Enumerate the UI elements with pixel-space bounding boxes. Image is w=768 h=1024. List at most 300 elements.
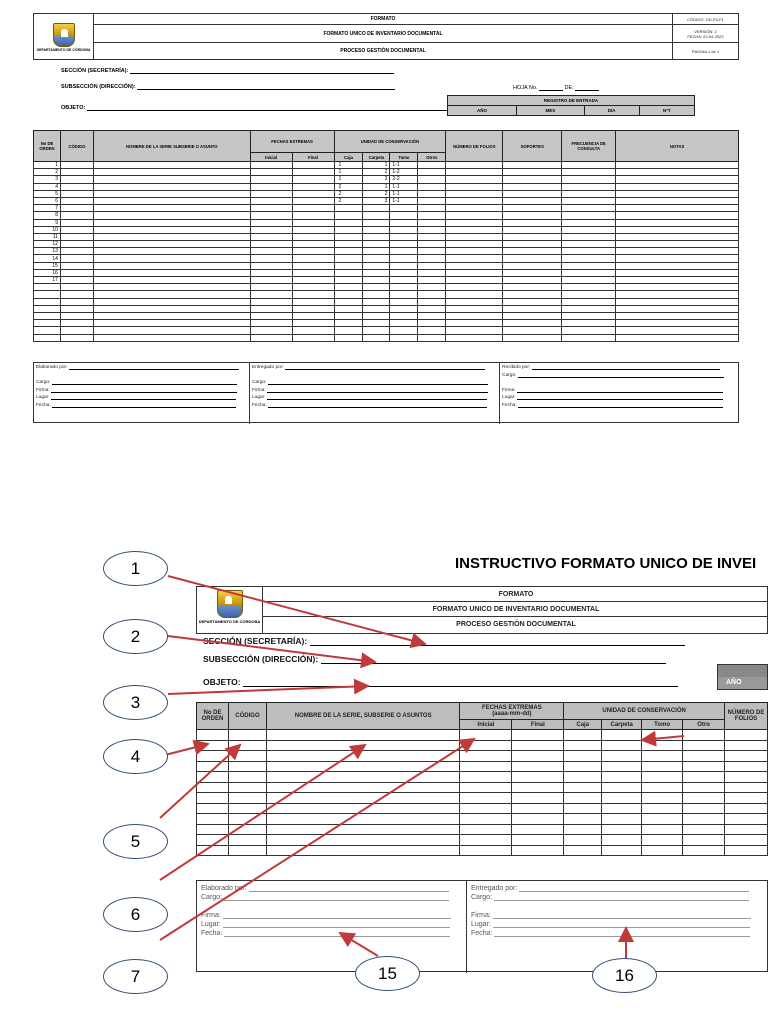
cell-notas[interactable] [616, 277, 739, 284]
cell-otros[interactable] [418, 248, 446, 255]
cell-final[interactable] [292, 277, 334, 284]
cell-carpeta[interactable] [363, 219, 390, 226]
cell-carpeta[interactable] [363, 226, 390, 233]
cell-nombre[interactable] [93, 241, 250, 248]
cell-soportes[interactable] [503, 176, 562, 183]
cell-inicial[interactable] [250, 248, 292, 255]
cell-codigo[interactable] [60, 269, 93, 276]
cell-codigo[interactable] [60, 305, 93, 312]
cell-codigo[interactable] [60, 183, 93, 190]
cell-orden[interactable]: 9 [34, 219, 61, 226]
cell-final[interactable] [292, 212, 334, 219]
cell-notas[interactable] [616, 255, 739, 262]
cell-otros[interactable] [418, 197, 446, 204]
cell-notas[interactable] [616, 241, 739, 248]
cell-otros[interactable] [418, 233, 446, 240]
cell-orden[interactable]: 2 [34, 169, 61, 176]
cell-notas[interactable] [616, 183, 739, 190]
seccion-field[interactable] [61, 68, 394, 74]
cell-inicial[interactable] [250, 262, 292, 269]
cell-codigo[interactable] [60, 176, 93, 183]
cell-folios[interactable] [446, 241, 503, 248]
cell-nombre[interactable] [93, 334, 250, 341]
cell-frecuencia[interactable] [562, 212, 616, 219]
cell-frecuencia[interactable] [562, 334, 616, 341]
cell-folios[interactable] [446, 190, 503, 197]
cell-caja[interactable] [334, 269, 363, 276]
cell-carpeta[interactable] [363, 327, 390, 334]
cell-soportes[interactable] [503, 190, 562, 197]
cell-otros[interactable] [418, 298, 446, 305]
cell-inicial[interactable] [250, 298, 292, 305]
cell-final[interactable] [292, 226, 334, 233]
cell-caja[interactable] [334, 248, 363, 255]
cell-frecuencia[interactable] [562, 305, 616, 312]
cell-caja[interactable] [334, 298, 363, 305]
cell-orden[interactable]: 14 [34, 255, 61, 262]
cell-final[interactable] [292, 176, 334, 183]
cell-frecuencia[interactable] [562, 255, 616, 262]
cell-notas[interactable] [616, 219, 739, 226]
cell-nombre[interactable] [93, 190, 250, 197]
cell-inicial[interactable] [250, 269, 292, 276]
cell-soportes[interactable] [503, 269, 562, 276]
cell-caja[interactable]: 1 [334, 162, 363, 169]
cell-soportes[interactable] [503, 248, 562, 255]
cell-notas[interactable] [616, 327, 739, 334]
cell-final[interactable] [292, 197, 334, 204]
cell-notas[interactable] [616, 284, 739, 291]
cell-final[interactable] [292, 162, 334, 169]
cell-orden[interactable]: 6 [34, 197, 61, 204]
cell-carpeta[interactable] [363, 255, 390, 262]
cell-final[interactable] [292, 284, 334, 291]
cell-final[interactable] [292, 248, 334, 255]
cell-codigo[interactable] [60, 327, 93, 334]
cell-carpeta[interactable] [363, 269, 390, 276]
cell-soportes[interactable] [503, 233, 562, 240]
cell-folios[interactable] [446, 233, 503, 240]
cell-soportes[interactable] [503, 305, 562, 312]
cell-carpeta[interactable]: 2 [363, 190, 390, 197]
cell-notas[interactable] [616, 269, 739, 276]
cell-notas[interactable] [616, 312, 739, 319]
cell-orden[interactable]: 3 [34, 176, 61, 183]
cell-folios[interactable] [446, 305, 503, 312]
cell-codigo[interactable] [60, 291, 93, 298]
cell-nombre[interactable] [93, 226, 250, 233]
cell-otros[interactable] [418, 312, 446, 319]
cell-carpeta[interactable]: 3 [363, 197, 390, 204]
cell-caja[interactable] [334, 305, 363, 312]
cell-notas[interactable] [616, 262, 739, 269]
cell-nombre[interactable] [93, 320, 250, 327]
cell-codigo[interactable] [60, 255, 93, 262]
cell-carpeta[interactable] [363, 334, 390, 341]
cell-folios[interactable] [446, 197, 503, 204]
footer-elaborado[interactable] [34, 363, 250, 424]
cell-orden[interactable]: 17 [34, 277, 61, 284]
cell-codigo[interactable] [60, 169, 93, 176]
cell-soportes[interactable] [503, 162, 562, 169]
cell-orden[interactable]: 16 [34, 269, 61, 276]
cell-nombre[interactable] [93, 162, 250, 169]
cell-frecuencia[interactable] [562, 269, 616, 276]
cell-soportes[interactable] [503, 320, 562, 327]
cell-folios[interactable] [446, 298, 503, 305]
cell-notas[interactable] [616, 169, 739, 176]
cell-caja[interactable] [334, 205, 363, 212]
cell-inicial[interactable] [250, 162, 292, 169]
cell-inicial[interactable] [250, 255, 292, 262]
cell-tomo[interactable]: 1-1 [390, 197, 418, 204]
cell-carpeta[interactable] [363, 291, 390, 298]
cell-orden[interactable] [34, 298, 61, 305]
cell-orden[interactable] [34, 291, 61, 298]
cell-otros[interactable] [418, 212, 446, 219]
cell-inicial[interactable] [250, 197, 292, 204]
cell-final[interactable] [292, 291, 334, 298]
cell-codigo[interactable] [60, 233, 93, 240]
cell-caja[interactable] [334, 233, 363, 240]
cell-frecuencia[interactable] [562, 327, 616, 334]
cell-orden[interactable] [34, 334, 61, 341]
cell-caja[interactable] [334, 312, 363, 319]
cell-folios[interactable] [446, 320, 503, 327]
cell-tomo[interactable]: 1-2 [390, 169, 418, 176]
cell-notas[interactable] [616, 212, 739, 219]
cell-final[interactable] [292, 305, 334, 312]
cell-carpeta[interactable]: 1 [363, 162, 390, 169]
cell-nombre[interactable] [93, 212, 250, 219]
cell-carpeta[interactable]: 3 [363, 176, 390, 183]
cell-otros[interactable] [418, 190, 446, 197]
cell-frecuencia[interactable] [562, 248, 616, 255]
cell-inicial[interactable] [250, 291, 292, 298]
cell-orden[interactable] [34, 327, 61, 334]
cell-frecuencia[interactable] [562, 176, 616, 183]
cell-folios[interactable] [446, 219, 503, 226]
cell-tomo[interactable] [390, 320, 418, 327]
cell-soportes[interactable] [503, 277, 562, 284]
cell-notas[interactable] [616, 320, 739, 327]
cell-soportes[interactable] [503, 197, 562, 204]
cell-tomo[interactable]: 2-2 [390, 176, 418, 183]
cell-tomo[interactable] [390, 255, 418, 262]
cell-folios[interactable] [446, 334, 503, 341]
cell-notas[interactable] [616, 226, 739, 233]
cell-tomo[interactable] [390, 312, 418, 319]
cell-otros[interactable] [418, 241, 446, 248]
cell-carpeta[interactable]: 2 [363, 169, 390, 176]
cell-inicial[interactable] [250, 312, 292, 319]
cell-nombre[interactable] [93, 183, 250, 190]
cell-otros[interactable] [418, 255, 446, 262]
cell-nombre[interactable] [93, 233, 250, 240]
cell-codigo[interactable] [60, 205, 93, 212]
cell-tomo[interactable] [390, 298, 418, 305]
cell-nombre[interactable] [93, 312, 250, 319]
cell-notas[interactable] [616, 197, 739, 204]
cell-otros[interactable] [418, 169, 446, 176]
cell-frecuencia[interactable] [562, 320, 616, 327]
cell-caja[interactable] [334, 284, 363, 291]
cell-folios[interactable] [446, 183, 503, 190]
cell-codigo[interactable] [60, 277, 93, 284]
cell-nombre[interactable] [93, 298, 250, 305]
cell-soportes[interactable] [503, 219, 562, 226]
cell-nombre[interactable] [93, 291, 250, 298]
cell-orden[interactable]: 8 [34, 212, 61, 219]
cell-orden[interactable]: 10 [34, 226, 61, 233]
cell-inicial[interactable] [250, 212, 292, 219]
cell-final[interactable] [292, 262, 334, 269]
cell-otros[interactable] [418, 262, 446, 269]
cell-carpeta[interactable] [363, 212, 390, 219]
cell-notas[interactable] [616, 190, 739, 197]
cell-notas[interactable] [616, 233, 739, 240]
cell-final[interactable] [292, 320, 334, 327]
cell-caja[interactable] [334, 212, 363, 219]
cell-final[interactable] [292, 312, 334, 319]
cell-final[interactable] [292, 233, 334, 240]
cell-carpeta[interactable] [363, 277, 390, 284]
cell-tomo[interactable] [390, 219, 418, 226]
cell-otros[interactable] [418, 162, 446, 169]
cell-codigo[interactable] [60, 226, 93, 233]
cell-folios[interactable] [446, 162, 503, 169]
cell-tomo[interactable] [390, 212, 418, 219]
cell-carpeta[interactable]: 1 [363, 183, 390, 190]
hoja-field[interactable] [513, 85, 599, 91]
cell-tomo[interactable] [390, 327, 418, 334]
cell-codigo[interactable] [60, 334, 93, 341]
cell-codigo[interactable] [60, 320, 93, 327]
cell-folios[interactable] [446, 255, 503, 262]
cell-orden[interactable]: 12 [34, 241, 61, 248]
cell-caja[interactable]: 1 [334, 176, 363, 183]
cell-nombre[interactable] [93, 219, 250, 226]
cell-soportes[interactable] [503, 327, 562, 334]
cell-otros[interactable] [418, 205, 446, 212]
cell-final[interactable] [292, 205, 334, 212]
cell-otros[interactable] [418, 176, 446, 183]
cell-tomo[interactable] [390, 305, 418, 312]
cell-folios[interactable] [446, 284, 503, 291]
cell-folios[interactable] [446, 291, 503, 298]
cell-frecuencia[interactable] [562, 197, 616, 204]
cell-folios[interactable] [446, 262, 503, 269]
cell-tomo[interactable] [390, 233, 418, 240]
cell-tomo[interactable] [390, 262, 418, 269]
objeto-field[interactable] [61, 105, 449, 111]
cell-otros[interactable] [418, 320, 446, 327]
cell-otros[interactable] [418, 291, 446, 298]
cell-final[interactable] [292, 298, 334, 305]
cell-soportes[interactable] [503, 183, 562, 190]
footer-entregado[interactable] [250, 363, 500, 424]
cell-inicial[interactable] [250, 241, 292, 248]
cell-orden[interactable] [34, 305, 61, 312]
cell-carpeta[interactable] [363, 320, 390, 327]
cell-orden[interactable] [34, 284, 61, 291]
cell-notas[interactable] [616, 162, 739, 169]
cell-caja[interactable] [334, 291, 363, 298]
cell-frecuencia[interactable] [562, 291, 616, 298]
cell-final[interactable] [292, 327, 334, 334]
cell-final[interactable] [292, 219, 334, 226]
cell-nombre[interactable] [93, 176, 250, 183]
cell-caja[interactable] [334, 334, 363, 341]
cell-codigo[interactable] [60, 190, 93, 197]
cell-inicial[interactable] [250, 219, 292, 226]
cell-codigo[interactable] [60, 212, 93, 219]
cell-folios[interactable] [446, 176, 503, 183]
cell-frecuencia[interactable] [562, 241, 616, 248]
cell-final[interactable] [292, 241, 334, 248]
cell-nombre[interactable] [93, 248, 250, 255]
cell-caja[interactable] [334, 241, 363, 248]
cell-inicial[interactable] [250, 334, 292, 341]
cell-final[interactable] [292, 269, 334, 276]
cell-frecuencia[interactable] [562, 190, 616, 197]
cell-caja[interactable] [334, 327, 363, 334]
cell-carpeta[interactable] [363, 298, 390, 305]
cell-final[interactable] [292, 183, 334, 190]
cell-inicial[interactable] [250, 205, 292, 212]
cell-folios[interactable] [446, 248, 503, 255]
cell-caja[interactable] [334, 320, 363, 327]
cell-soportes[interactable] [503, 226, 562, 233]
cell-inicial[interactable] [250, 233, 292, 240]
cell-caja[interactable]: 2 [334, 197, 363, 204]
cell-otros[interactable] [418, 183, 446, 190]
cell-inicial[interactable] [250, 320, 292, 327]
cell-folios[interactable] [446, 169, 503, 176]
cell-notas[interactable] [616, 334, 739, 341]
cell-frecuencia[interactable] [562, 169, 616, 176]
cell-notas[interactable] [616, 205, 739, 212]
cell-codigo[interactable] [60, 197, 93, 204]
cell-nombre[interactable] [93, 197, 250, 204]
cell-tomo[interactable] [390, 226, 418, 233]
cell-tomo[interactable] [390, 291, 418, 298]
cell-notas[interactable] [616, 305, 739, 312]
cell-inicial[interactable] [250, 226, 292, 233]
cell-nombre[interactable] [93, 169, 250, 176]
cell-folios[interactable] [446, 312, 503, 319]
cell-orden[interactable] [34, 320, 61, 327]
cell-inicial[interactable] [250, 190, 292, 197]
cell-frecuencia[interactable] [562, 277, 616, 284]
cell-orden[interactable]: 13 [34, 248, 61, 255]
cell-inicial[interactable] [250, 183, 292, 190]
cell-notas[interactable] [616, 176, 739, 183]
cell-soportes[interactable] [503, 169, 562, 176]
cell-soportes[interactable] [503, 312, 562, 319]
cell-final[interactable] [292, 169, 334, 176]
cell-folios[interactable] [446, 277, 503, 284]
cell-notas[interactable] [616, 248, 739, 255]
cell-caja[interactable] [334, 226, 363, 233]
cell-folios[interactable] [446, 226, 503, 233]
cell-soportes[interactable] [503, 255, 562, 262]
cell-inicial[interactable] [250, 284, 292, 291]
cell-inicial[interactable] [250, 176, 292, 183]
cell-soportes[interactable] [503, 291, 562, 298]
cell-caja[interactable]: 1 [334, 169, 363, 176]
cell-soportes[interactable] [503, 334, 562, 341]
cell-orden[interactable] [34, 312, 61, 319]
cell-caja[interactable] [334, 255, 363, 262]
cell-tomo[interactable] [390, 241, 418, 248]
cell-frecuencia[interactable] [562, 183, 616, 190]
cell-nombre[interactable] [93, 262, 250, 269]
cell-codigo[interactable] [60, 284, 93, 291]
cell-nombre[interactable] [93, 269, 250, 276]
cell-nombre[interactable] [93, 284, 250, 291]
cell-caja[interactable] [334, 262, 363, 269]
cell-codigo[interactable] [60, 219, 93, 226]
cell-folios[interactable] [446, 327, 503, 334]
cell-inicial[interactable] [250, 169, 292, 176]
cell-orden[interactable]: 1 [34, 162, 61, 169]
cell-carpeta[interactable] [363, 312, 390, 319]
cell-nombre[interactable] [93, 327, 250, 334]
cell-carpeta[interactable] [363, 233, 390, 240]
cell-frecuencia[interactable] [562, 298, 616, 305]
cell-final[interactable] [292, 190, 334, 197]
cell-final[interactable] [292, 334, 334, 341]
cell-tomo[interactable] [390, 205, 418, 212]
cell-tomo[interactable] [390, 284, 418, 291]
cell-nombre[interactable] [93, 277, 250, 284]
cell-frecuencia[interactable] [562, 205, 616, 212]
cell-soportes[interactable] [503, 205, 562, 212]
cell-folios[interactable] [446, 205, 503, 212]
cell-nombre[interactable] [93, 255, 250, 262]
cell-frecuencia[interactable] [562, 162, 616, 169]
cell-tomo[interactable]: 1-1 [390, 183, 418, 190]
cell-codigo[interactable] [60, 241, 93, 248]
cell-inicial[interactable] [250, 277, 292, 284]
cell-orden[interactable]: 7 [34, 205, 61, 212]
cell-tomo[interactable] [390, 334, 418, 341]
cell-soportes[interactable] [503, 212, 562, 219]
cell-soportes[interactable] [503, 298, 562, 305]
cell-final[interactable] [292, 255, 334, 262]
cell-otros[interactable] [418, 284, 446, 291]
cell-caja[interactable]: 2 [334, 190, 363, 197]
cell-notas[interactable] [616, 298, 739, 305]
cell-soportes[interactable] [503, 241, 562, 248]
cell-folios[interactable] [446, 269, 503, 276]
cell-tomo[interactable] [390, 248, 418, 255]
cell-otros[interactable] [418, 327, 446, 334]
cell-tomo[interactable] [390, 277, 418, 284]
cell-orden[interactable]: 15 [34, 262, 61, 269]
footer-recibido[interactable] [500, 363, 738, 424]
cell-orden[interactable]: 11 [34, 233, 61, 240]
cell-inicial[interactable] [250, 327, 292, 334]
cell-orden[interactable]: 4 [34, 183, 61, 190]
cell-tomo[interactable]: 1-1 [390, 162, 418, 169]
cell-otros[interactable] [418, 334, 446, 341]
cell-otros[interactable] [418, 277, 446, 284]
cell-tomo[interactable]: 1-1 [390, 190, 418, 197]
cell-frecuencia[interactable] [562, 284, 616, 291]
cell-orden[interactable]: 5 [34, 190, 61, 197]
